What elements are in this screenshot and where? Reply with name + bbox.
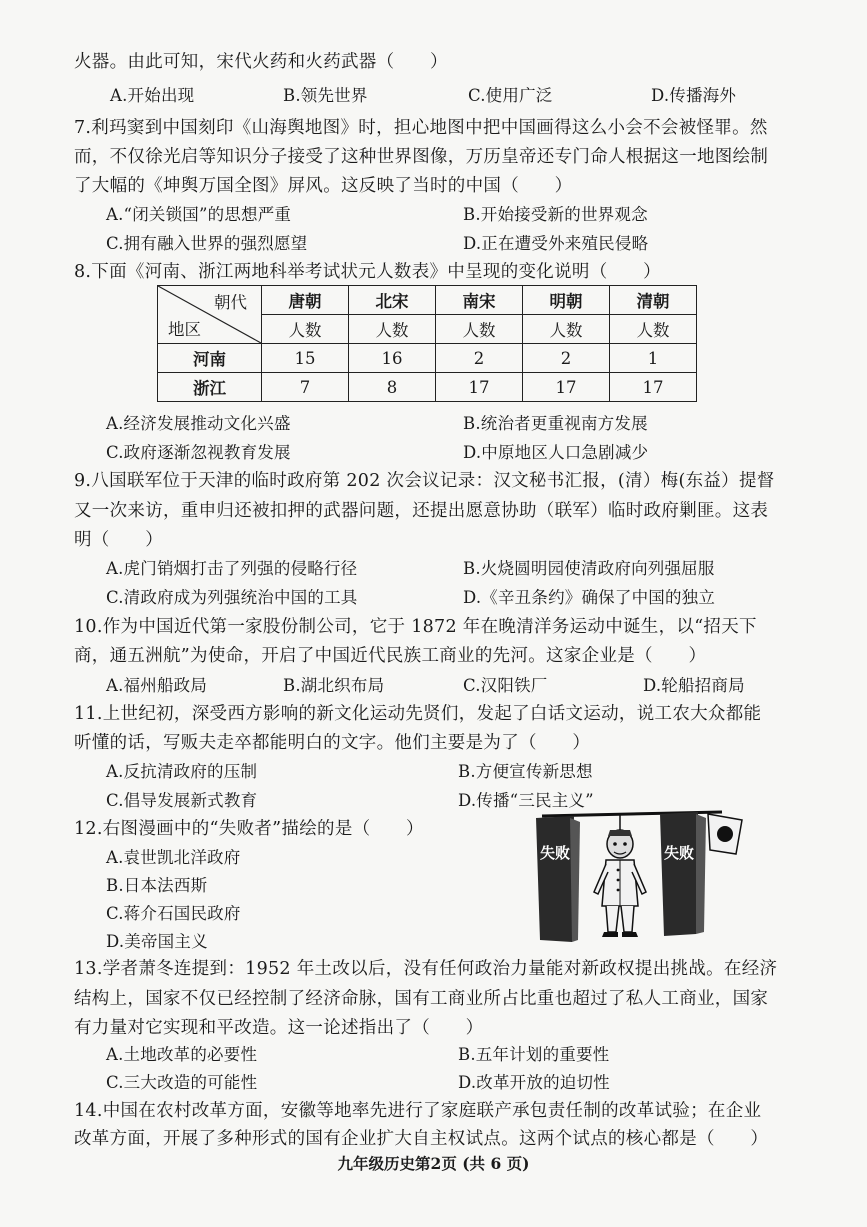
failure-cartoon (522, 806, 746, 946)
left-banner-label: 失败 (539, 845, 571, 862)
count-cell: 17 (523, 373, 610, 402)
q11-option-d: D.传播“三民主义” (458, 791, 594, 810)
question-7-line-1: 7.利玛窦到中国刻印《山海舆地图》时，担心地图中把中国画得这么小会不会被怪罪。然 (74, 118, 768, 138)
question-12-stem: 12.右图漫画中的“失败者”描绘的是（ ） (74, 819, 424, 839)
unit-header: 人数 (436, 315, 523, 344)
unit-header: 人数 (349, 315, 436, 344)
question-9-line-3: 明（ ） (74, 530, 163, 550)
q7-option-c: C.拥有融入世界的强烈愿望 (106, 234, 308, 253)
dynasty-header: 北宋 (349, 286, 436, 315)
count-cell: 2 (523, 344, 610, 373)
unit-header: 人数 (523, 315, 610, 344)
q11-option-a: A.反抗清政府的压制 (106, 762, 258, 781)
count-cell: 7 (262, 373, 349, 402)
q12-option-d: D.美帝国主义 (106, 932, 208, 951)
corner-label-dynasty: 朝代 (214, 293, 247, 312)
q8-option-b: B.统治者更重视南方发展 (463, 414, 648, 433)
question-13-line-3: 有力量对它实现和平改造。这一论述指出了（ ） (74, 1018, 484, 1038)
q8-option-a: A.经济发展推动文化兴盛 (106, 414, 291, 433)
region-cell: 浙江 (158, 373, 262, 402)
unit-header: 人数 (262, 315, 349, 344)
corner-label-region: 地区 (168, 320, 201, 339)
question-14-line-1: 14.中国在农村改革方面，安徽等地率先进行了家庭联产承包责任制的改革试验；在企业 (74, 1101, 762, 1121)
question-7-line-2: 而，不仅徐光启等知识分子接受了这种世界图像，万历皇帝还专门命人根据这一地图绘制 (74, 147, 769, 167)
table-row (158, 373, 697, 402)
count-cell: 1 (610, 344, 697, 373)
q7-option-a: A.“闭关锁国”的思想严重 (106, 205, 292, 224)
q13-option-d: D.改革开放的迫切性 (458, 1073, 610, 1092)
q13-option-b: B.五年计划的重要性 (458, 1045, 610, 1064)
q6-option-a: A.开始出现 (110, 86, 195, 105)
count-cell: 17 (610, 373, 697, 402)
q12-option-c: C.蒋介石国民政府 (106, 904, 241, 923)
table-row (158, 344, 697, 373)
question-9-line-1: 9.八国联军位于天津的临时政府第 202 次会议记录：汉文秘书汇报，(清）梅(东益）提督 (74, 471, 775, 491)
count-cell: 8 (349, 373, 436, 402)
question-11-line-1: 11.上世纪初，深受西方影响的新文化运动先贤们，发起了白话文运动，说工农大众都能 (74, 704, 762, 724)
q13-option-a: A.土地改革的必要性 (106, 1045, 258, 1064)
count-cell: 15 (262, 344, 349, 373)
q8-option-d: D.中原地区人口急剧减少 (463, 443, 649, 462)
count-cell: 16 (349, 344, 436, 373)
q12-option-b: B.日本法西斯 (106, 876, 208, 895)
q6-option-d: D.传播海外 (651, 86, 737, 105)
q7-option-d: D.正在遭受外来殖民侵略 (463, 234, 649, 253)
question-14-line-2: 改革方面，开展了多种形式的国有企业扩大自主权试点。这两个试点的核心都是（ ） (74, 1129, 769, 1149)
zhuangyuan-count-table (157, 285, 697, 402)
question-8-stem: 8.下面《河南、浙江两地科举考试状元人数表》中呈现的变化说明（ ） (74, 262, 661, 282)
question-13-line-1: 13.学者萧冬连提到：1952 年土改以后，没有任何政治力量能对新政权提出挑战。在经济 (74, 959, 778, 979)
question-10-line-1: 10.作为中国近代第一家股份制公司，它于 1872 年在晚清洋务运动中诞生，以“招天下 (74, 617, 757, 637)
q11-option-c: C.倡导发展新式教育 (106, 791, 258, 810)
q10-option-a: A.福州船政局 (106, 676, 208, 695)
q10-option-d: D.轮船招商局 (643, 676, 745, 695)
count-cell: 17 (436, 373, 523, 402)
q10-option-c: C.汉阳铁厂 (463, 676, 548, 695)
q11-option-b: B.方便宣传新思想 (458, 762, 593, 781)
q9-option-c: C.清政府成为列强统治中国的工具 (106, 588, 358, 607)
q9-option-a: A.虎门销烟打击了列强的侵略行径 (106, 559, 358, 578)
q6-option-c: C.使用广泛 (468, 86, 553, 105)
question-13-line-2: 结构上，国家不仅已经控制了经济命脉，国有工商业所占比重也超过了私人工商业，国家 (74, 989, 769, 1009)
question-7-line-3: 了大幅的《坤舆万国全图》屏风。这反映了当时的中国（ ） (74, 176, 573, 196)
q9-option-d: D.《辛丑条约》确保了中国的独立 (463, 588, 716, 607)
table-corner-cell (158, 286, 262, 344)
dynasty-header: 唐朝 (262, 286, 349, 315)
count-cell: 2 (436, 344, 523, 373)
q8-option-c: C.政府逐渐忽视教育发展 (106, 443, 291, 462)
q6-option-b: B.领先世界 (283, 86, 368, 105)
question-10-line-2: 商，通五洲航”为使命，开启了中国近代民族工商业的先河。这家企业是（ ） (74, 646, 707, 666)
dynasty-header: 清朝 (610, 286, 697, 315)
q9-option-b: B.火烧圆明园使清政府向列强屈服 (463, 559, 715, 578)
question-9-line-2: 又一次来访，重申归还被扣押的武器问题，还提出愿意协助（联军）临时政府剿匪。这表 (74, 501, 769, 521)
dynasty-header: 明朝 (523, 286, 610, 315)
right-banner-label: 失败 (663, 845, 695, 862)
q7-option-b: B.开始接受新的世界观念 (463, 205, 648, 224)
question-6-stem-end: 火器。由此可知，宋代火药和火药武器（ ） (74, 52, 448, 72)
q10-option-b: B.湖北织布局 (283, 676, 385, 695)
question-11-line-2: 听懂的话，写贩夫走卒都能明白的文字。他们主要是为了（ ） (74, 733, 591, 753)
dynasty-header: 南宋 (436, 286, 523, 315)
region-cell: 河南 (158, 344, 262, 373)
q13-option-c: C.三大改造的可能性 (106, 1073, 258, 1092)
unit-header: 人数 (610, 315, 697, 344)
q12-option-a: A.袁世凯北洋政府 (106, 848, 241, 867)
page-footer: 九年级历史第2页 (共 6 页) (337, 1154, 530, 1173)
